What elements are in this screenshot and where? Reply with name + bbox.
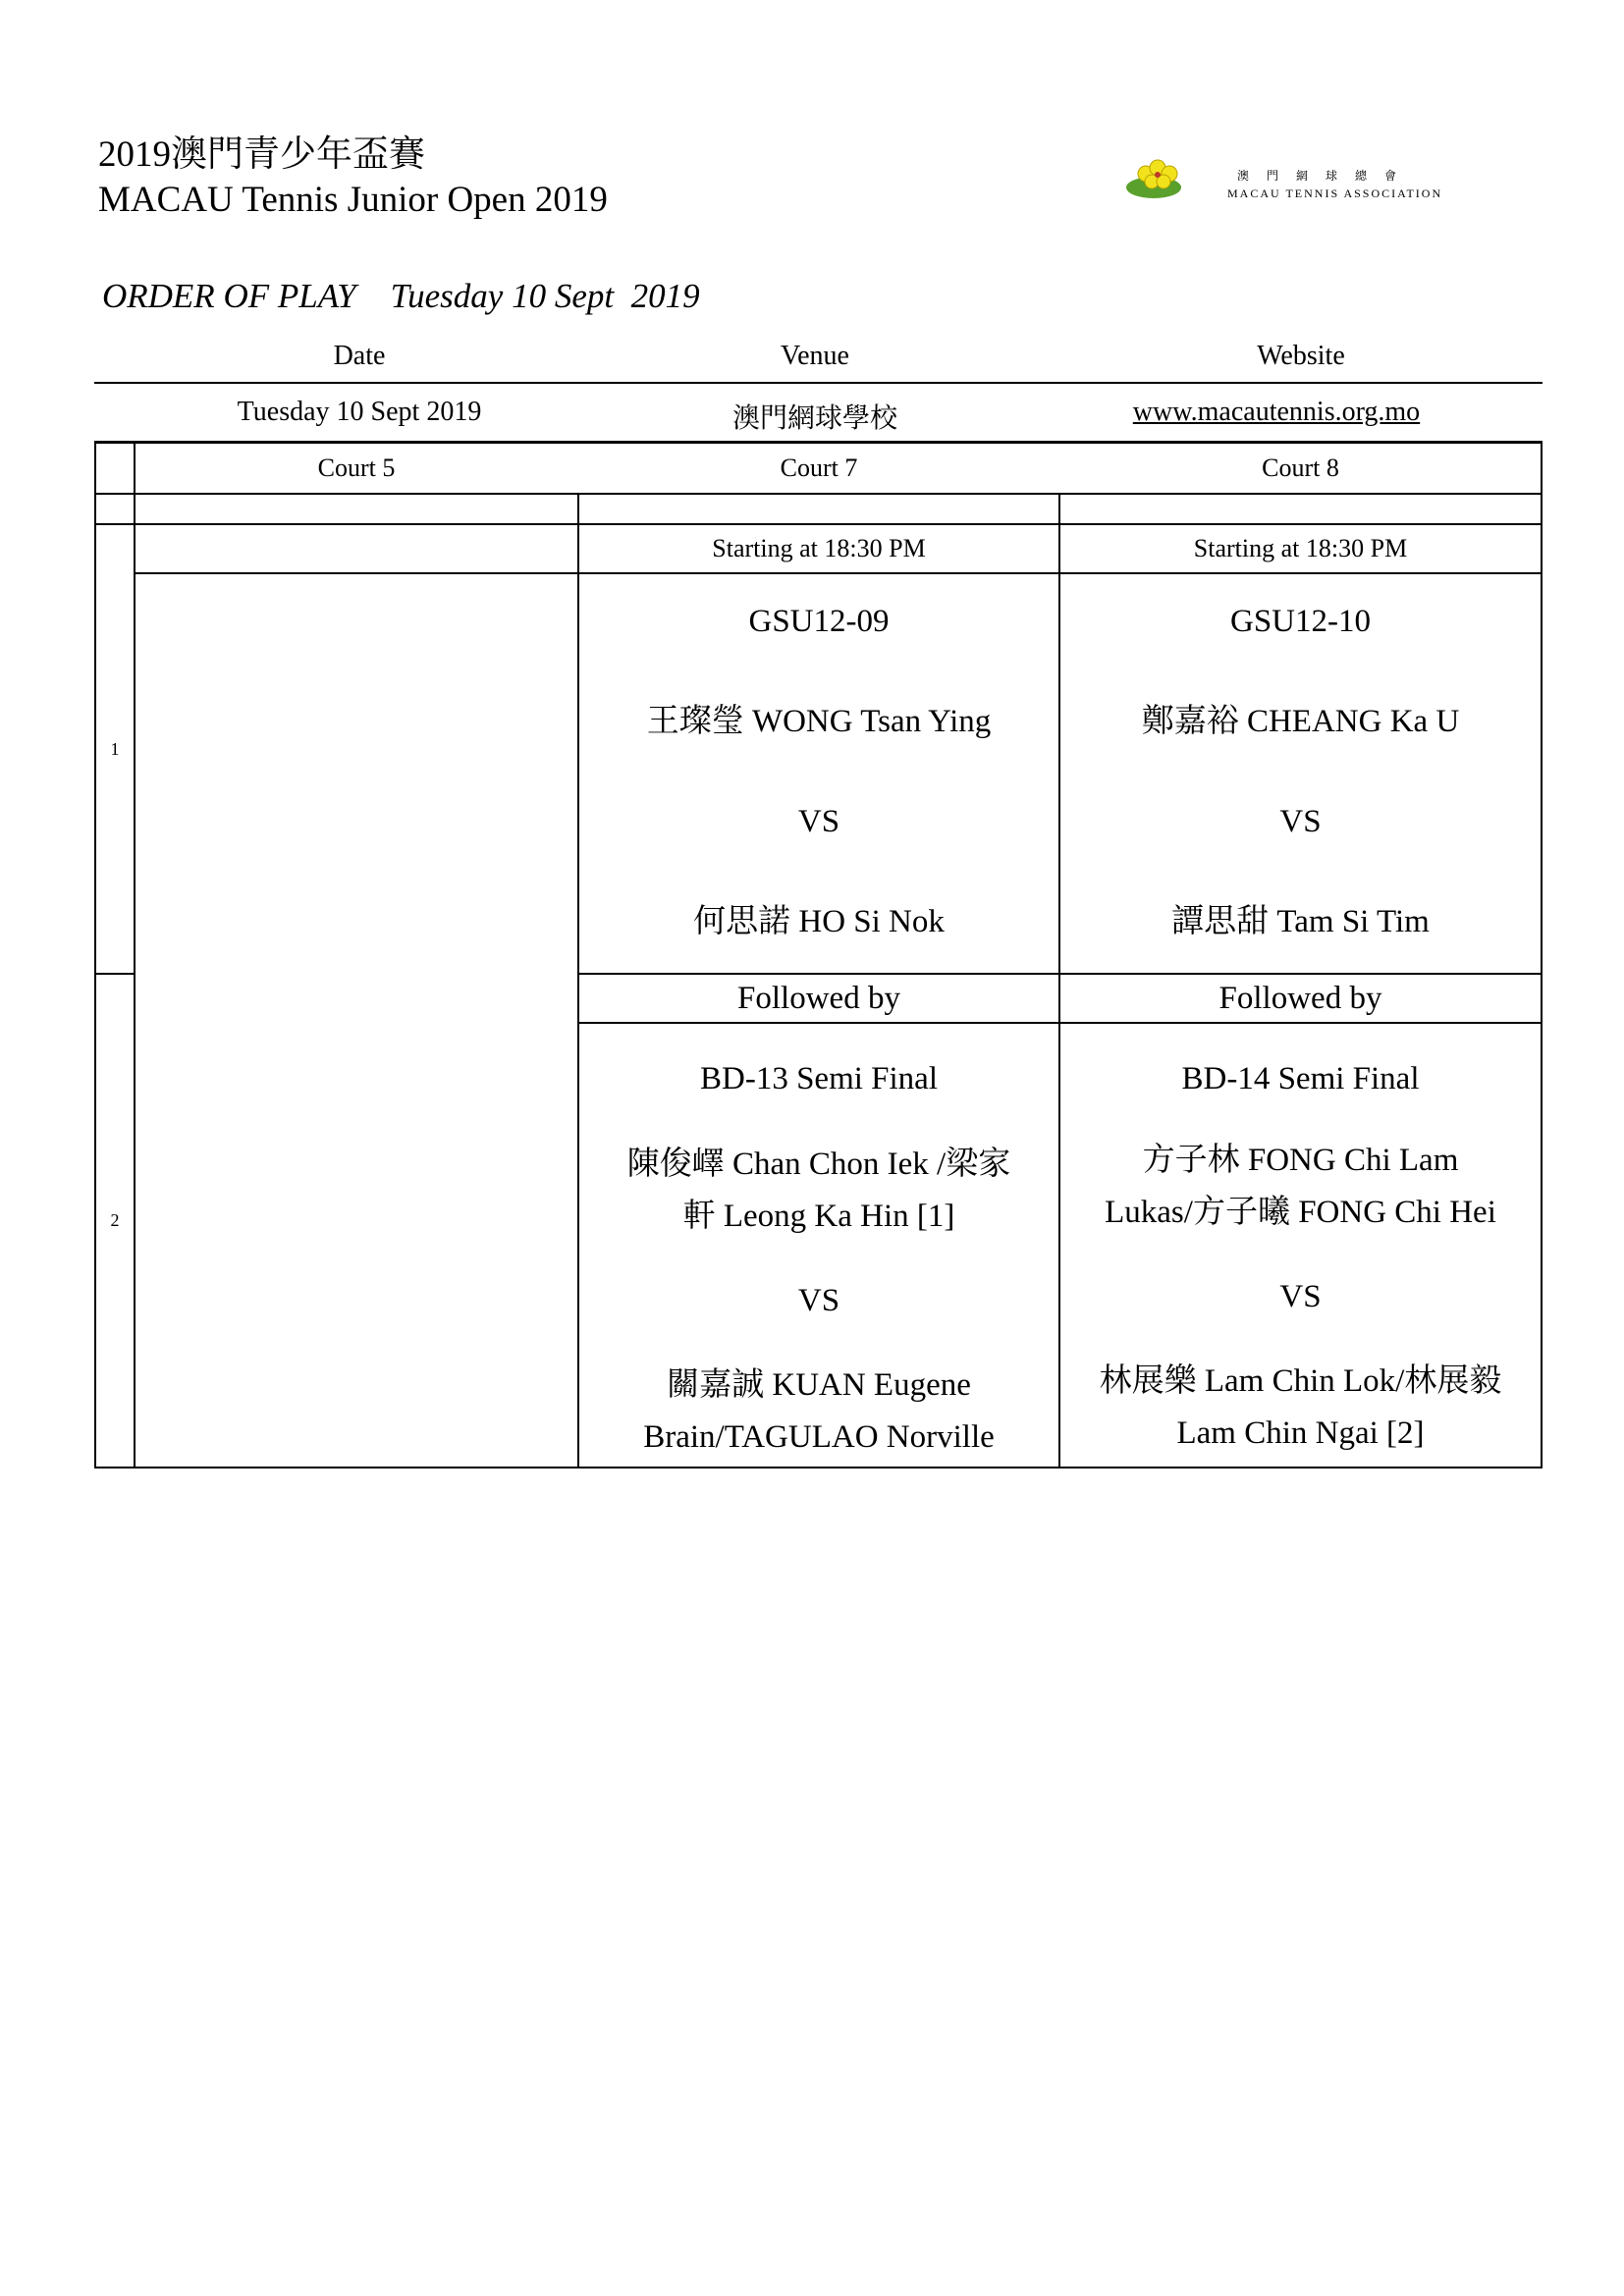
vs-label: VS [797, 1283, 840, 1318]
date-value: Tuesday 10 Sept 2019 [237, 397, 482, 427]
match-code: BD-13 Semi Final [699, 1061, 938, 1096]
player-1-line-1: 陳俊嶧 Chan Chon Iek /梁家 [626, 1147, 1011, 1182]
player-2: 何思諾 HO Si Nok [693, 904, 945, 939]
vs-label: VS [1279, 1279, 1322, 1314]
player-1-line-2: Lukas/方子曦 FONG Chi Hei [1105, 1195, 1496, 1230]
grid-line [94, 1467, 1543, 1468]
match-code: BD-14 Semi Final [1181, 1061, 1420, 1096]
player-2-line-2: Lam Chin Ngai [2] [1176, 1415, 1425, 1451]
player-1: 鄭嘉裕 CHEANG Ka U [1141, 704, 1460, 739]
player-2-line-1: 關嘉誠 KUAN Eugene [667, 1367, 971, 1403]
grid-line [1541, 441, 1543, 1468]
grid-line [94, 493, 1543, 495]
court8-match2 [1060, 1024, 1541, 1467]
logo-chinese-text: 澳門網球總會 [1237, 169, 1415, 183]
tennis-ball-logo-icon [1124, 154, 1203, 201]
court7-followed-by: Followed by [737, 981, 900, 1016]
match-code: GSU12-09 [748, 604, 890, 639]
court8-followed-by: Followed by [1218, 981, 1382, 1016]
title-english: MACAU Tennis Junior Open 2019 [98, 180, 608, 220]
website-link[interactable]: www.macautennis.org.mo [1132, 397, 1421, 427]
player-1: 王璨瑩 WONG Tsan Ying [646, 704, 992, 739]
court-header-7: Court 7 [780, 454, 858, 482]
divider [94, 382, 1543, 384]
court7-match2 [579, 1024, 1058, 1467]
title-chinese: 2019澳門青少年盃賽 [98, 134, 425, 175]
court8-start-time: Starting at 18:30 PM [1193, 534, 1408, 562]
vs-label: VS [1279, 804, 1322, 839]
row-number-1: 1 [110, 738, 120, 759]
venue-label: Venue [781, 341, 849, 371]
court7-match1 [579, 574, 1058, 973]
grid-line [134, 441, 135, 1468]
player-2: 譚思甜 Tam Si Tim [1171, 904, 1430, 939]
player-1-line-1: 方子林 FONG Chi Lam [1142, 1143, 1459, 1178]
court-header-5: Court 5 [317, 454, 396, 482]
court8-match1 [1060, 574, 1541, 973]
date-label: Date [333, 341, 386, 371]
court-header-8: Court 8 [1262, 454, 1339, 482]
website-label: Website [1257, 341, 1345, 371]
logo-english-text: MACAU TENNIS ASSOCIATION [1227, 187, 1443, 200]
vs-label: VS [797, 804, 840, 839]
row-number-2: 2 [110, 1210, 120, 1230]
venue-value: 澳門網球學校 [731, 403, 897, 434]
match-code: GSU12-10 [1229, 604, 1371, 639]
court7-start-time: Starting at 18:30 PM [712, 534, 926, 562]
player-2-line-1: 林展樂 Lam Chin Lok/林展毅 [1099, 1363, 1502, 1399]
order-of-play-heading: ORDER OF PLAY Tuesday 10 Sept 2019 [102, 277, 700, 315]
macau-tennis-association-logo [1124, 154, 1488, 203]
player-2-line-2: Brain/TAGULAO Norville [643, 1419, 995, 1455]
player-1-line-2: 軒 Leong Ka Hin [1] [682, 1199, 955, 1234]
